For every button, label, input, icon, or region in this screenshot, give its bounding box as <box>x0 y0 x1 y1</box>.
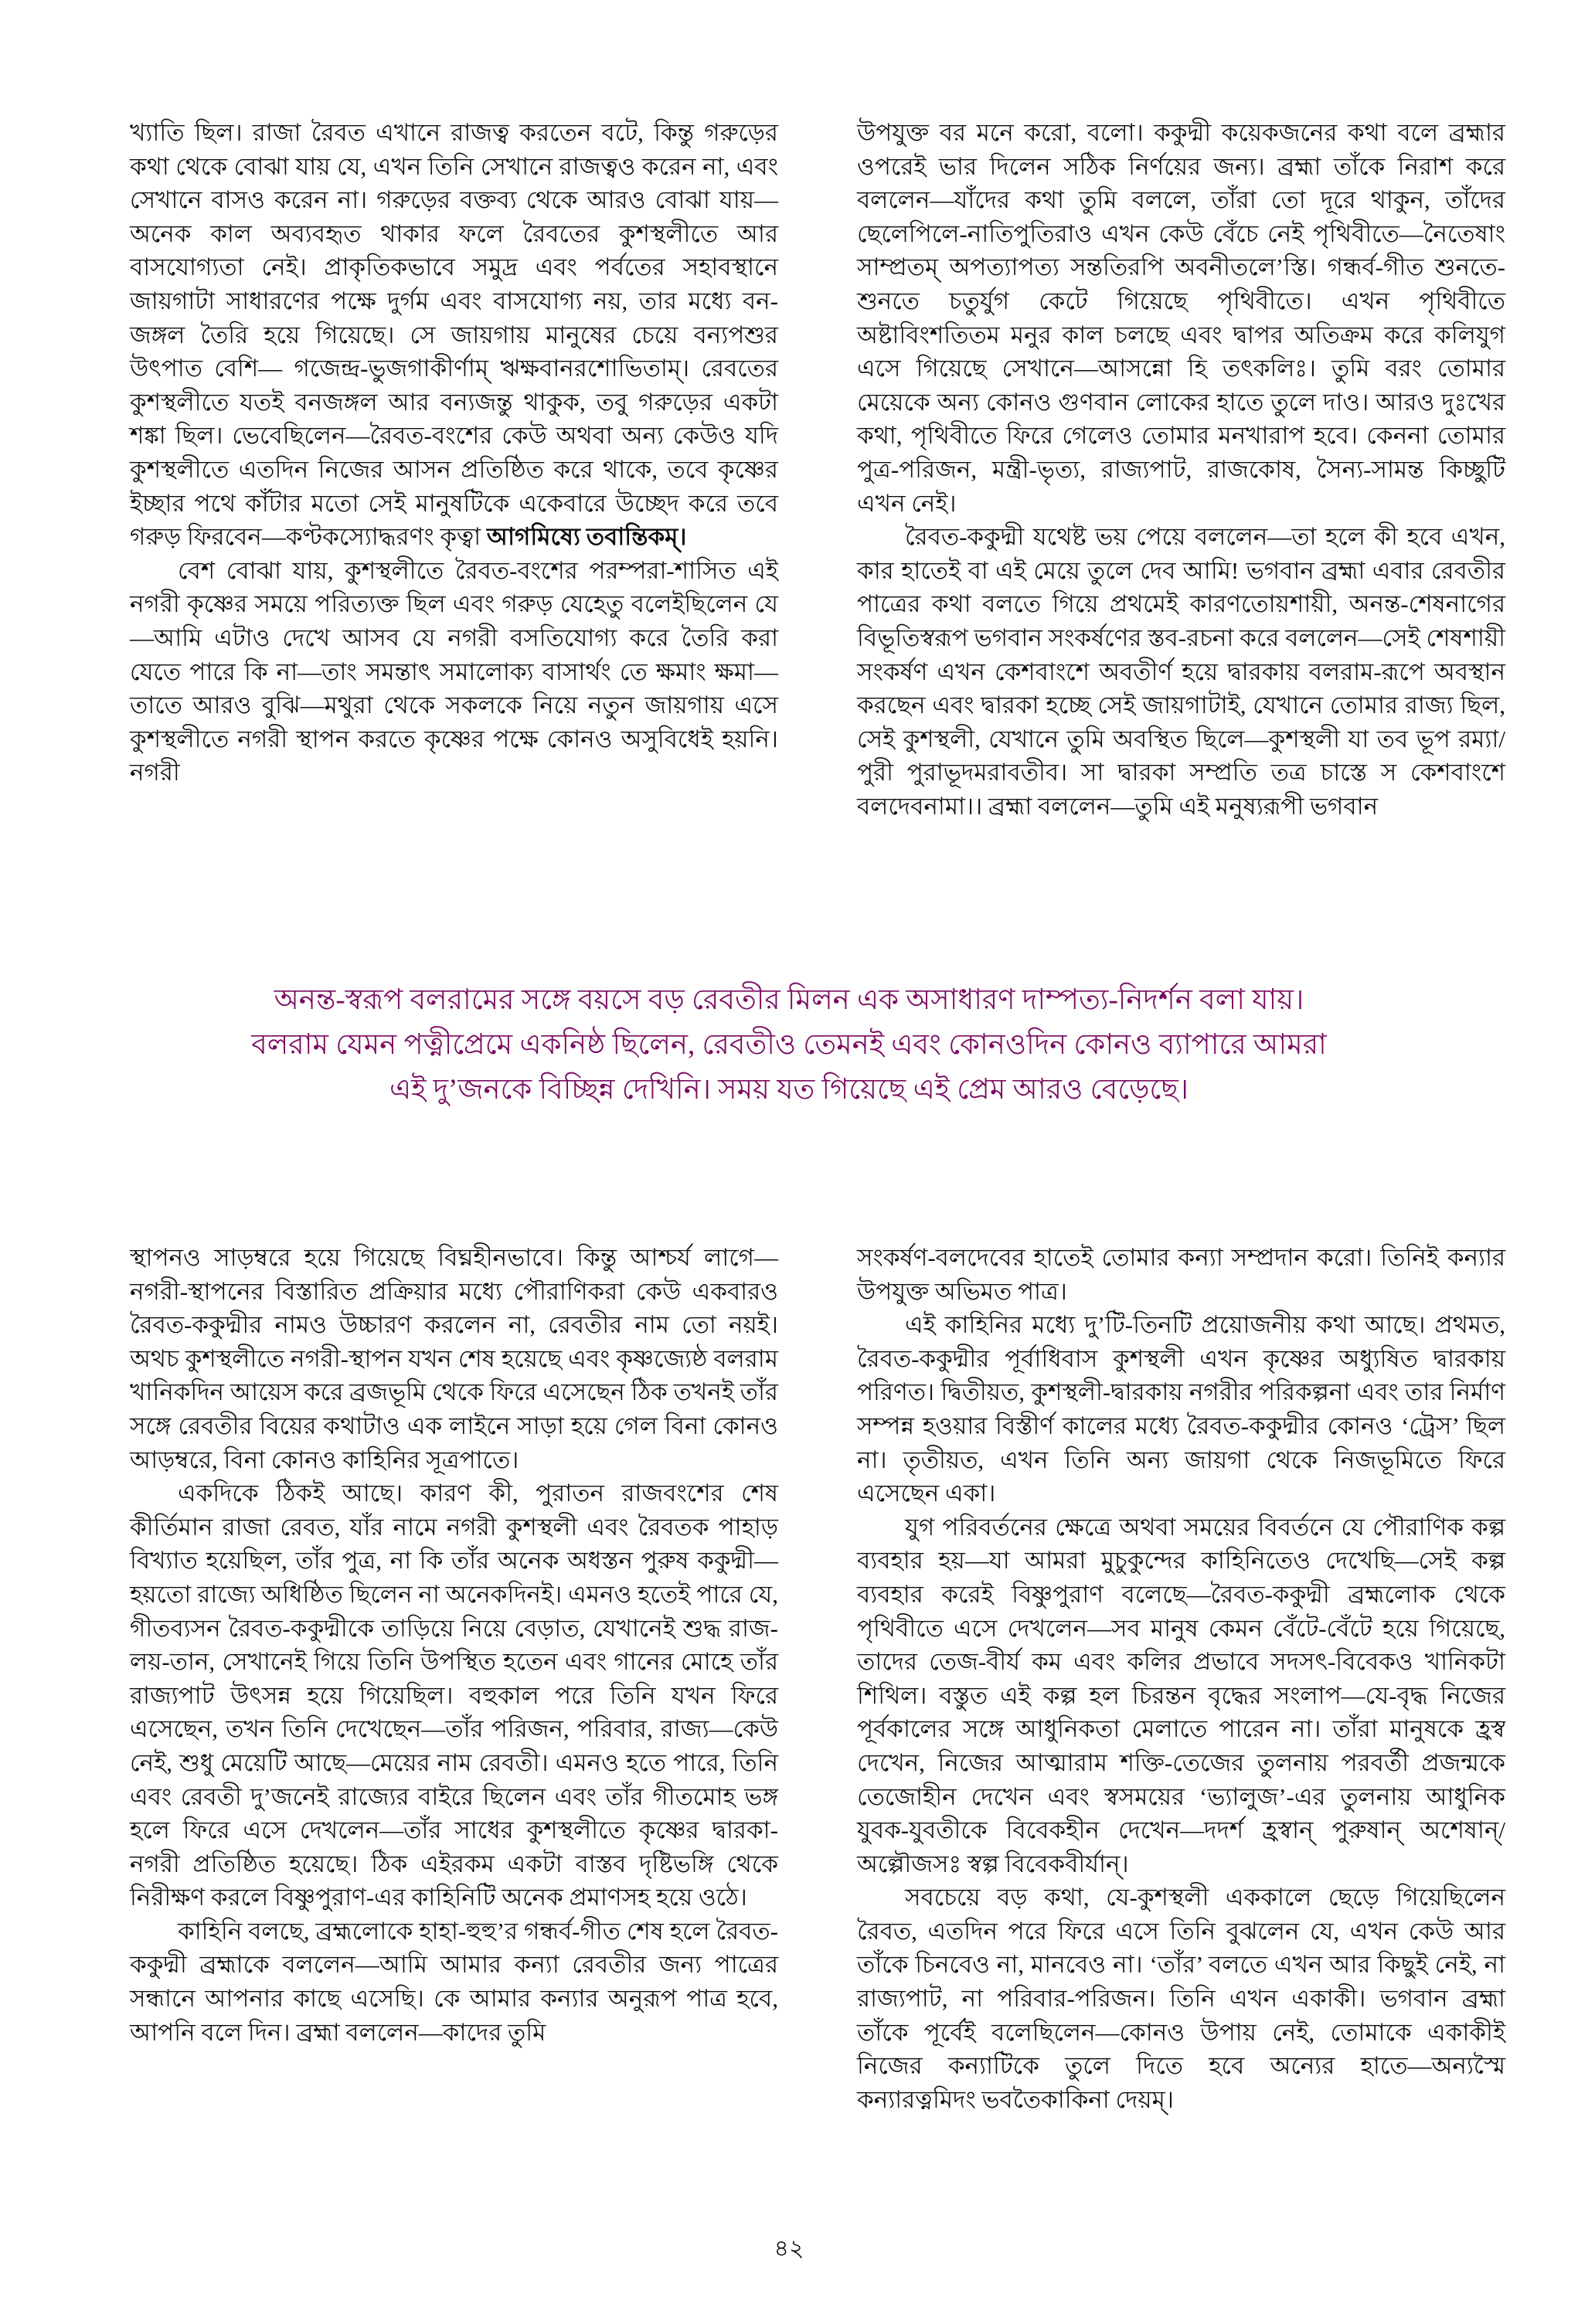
page-number: ৪২ <box>774 2236 804 2261</box>
paragraph: একদিকে ঠিকই আছে। কারণ কী, পুরাতন রাজবংশের শেষ কীর্তিমান রাজা রেবত, যাঁর নামে নগরী কুশস্থলী এবং রৈবতক পাহাড় বিখ্যাত হয়েছিল, তাঁর পুত্র, না কি তাঁর অনেক অধস্তন পুরুষ ককুদ্মী—হয়তো রাজ্যে অধিষ্ঠিত ছিলেন না অনেকদিনই। এমনও হতেই পারে যে, গীতব্যসন রৈবত-ককুদ্মীকে তাড়িয়ে নিয়ে বেড়াত, যেখানেই শুদ্ধ রাজ-লয়-তান, সেখানেই গিয়ে তিনি উপস্থিত হতেন এবং গানের মোহে তাঁর রাজ্যপাট উৎসন্ন হয়ে গিয়েছিল। বহুকাল পরে তিনি যখন ফিরে এসেছেন, তখন তিনি দেখেছেন—তাঁর পরিজন, পরিবার, রাজ্য—কেউ নেই, শুধু মেয়েটি আছে—মেয়ের নাম রেবতী। এমনও হতে পারে, তিনি এবং রেবতী দু’জনেই রাজ্যের বাইরে ছিলেন এবং তাঁর গীতমোহ ভঙ্গ হলে ফিরে এসে দেখলেন—তাঁর সাধের কুশস্থলীতে কৃষ্ণের দ্বারকা-নগরী প্রতিষ্ঠিত হয়েছে। ঠিক এইরকম একটা বাস্তব দৃষ্টিভঙ্গি থেকে নিরীক্ষণ করলে বিষ্ণুপুরাণ-এর কাহিনিটি অনেক প্রমাণসহ হয়ে ওঠে। <box>130 1480 778 1911</box>
pull-quote-line: বলরাম যেমন পত্নীপ্রেমে একনিষ্ঠ ছিলেন, রেবতীও তেমনই এবং কোনওদিন কোনও ব্যাপারে আমরা <box>251 1029 1327 1061</box>
paragraph: রৈবত-ককুদ্মী যথেষ্ট ভয় পেয়ে বললেন—তা হলে কী হবে এখন, কার হাতেই বা এই মেয়ে তুলে দেব আমি! ভগবান ব্রহ্মা এবার রেবতীর পাত্রের কথা বলতে গিয়ে প্রথমেই কারণতোয়শায়ী, অনন্ত-শেষনাগের বিভূতিস্বরূপ ভগবান সংকর্ষণের স্তব-রচনা করে বললেন—সেই শেষশায়ী সংকর্ষণ এখন কেশবাংশে অবতীর্ণ হয়ে দ্বারকায় বলরাম-রূপে অবস্থান করছেন এবং দ্বারকা হচ্ছে সেই জায়গাটাই, যেখানে তোমার রাজ্য ছিল, সেই কুশস্থলী, যেখানে তুমি অবস্থিত ছিলে—কুশস্থলী যা তব ভূপ রম্যা/পুরী পুরাভূদমরাবতীব। সা দ্বারকা সম্প্রতি তত্র চাস্তে স কেশবাংশে বলদেবনামা।। ব্রহ্মা বললেন—তুমি এই মনুষ্যরূপী ভগবান <box>857 523 1505 820</box>
paragraph: বেশ বোঝা যায়, কুশস্থলীতে রৈবত-বংশের পরম্পরা-শাসিত এই নগরী কৃষ্ণের সময়ে পরিত্যক্ত ছিল এবং গরুড় যেহেতু বলেইছিলেন যে—আমি এটাও দেখে আসব যে নগরী বসতিযোগ্য করে তৈরি করা যেতে পারে কি না—তাং সমন্তাৎ সমালোক্য বাসার্থং তে ক্ষমাং ক্ষমা—তাতে আরও বুঝি—মথুরা থেকে সকলকে নিয়ে নতুন জায়গায় এসে কুশস্থলীতে নগরী স্থাপন করতে কৃষ্ণের পক্ষে কোনও অসুবিধেই হয়নি। নগরী <box>130 556 778 787</box>
bottom-right-column <box>857 1241 1505 2116</box>
paragraph: এই কাহিনির মধ্যে দু’টি-তিনটি প্রয়োজনীয় কথা আছে। প্রথমত, রৈবত-ককুদ্মীর পূর্বাধিবাস কুশস্থলী এখন কৃষ্ণের অধ্যুষিত দ্বারকায় পরিণত। দ্বিতীয়ত, কুশস্থলী-দ্বারকায় নগরীর পরিকল্পনা এবং তার নির্মাণ সম্পন্ন হওয়ার বিস্তীর্ণ কালের মধ্যে রৈবত-ককুদ্মীর কোনও ‘ট্রেস’ ছিল না। তৃতীয়ত, এখন তিনি অন্য জায়গা থেকে নিজভূমিতে ফিরে এসেছেন একা। <box>857 1311 1505 1507</box>
bottom-left-column <box>130 1241 778 2116</box>
sanskrit-bold-phrase: আগমিষ্যে তবান্তিকম্। <box>486 523 687 551</box>
top-right-column <box>857 116 1505 823</box>
bottom-text-section <box>130 1241 1505 2116</box>
top-text-section <box>130 116 1505 823</box>
paragraph: উপযুক্ত বর মনে করো, বলো। ককুদ্মী কয়েকজনের কথা বলে ব্রহ্মার ওপরেই ভার দিলেন সঠিক নির্ণয়ের জন্য। ব্রহ্মা তাঁকে নিরাশ করে বললেন—যাঁদের কথা তুমি বললে, তাঁরা তো দূরে থাকুন, তাঁদের ছেলেপিলে-নাতিপুতিরাও এখন কেউ বেঁচে নেই পৃথিবীতে—নৈতেষাং সাম্প্রতম্ অপত্যাপত্য সন্ততিরপি অবনীতলে’স্তি। গন্ধর্ব-গীত শুনতে-শুনতে চতুর্যুগ কেটে গিয়েছে পৃথিবীতে। এখন পৃথিবীতে অষ্টাবিংশতিতম মনুর কাল চলছে এবং দ্বাপর অতিক্রম করে কলিযুগ এসে গিয়েছে সেখানে—আসন্নো হি তৎকলিঃ। তুমি বরং তোমার মেয়েকে অন্য কোনও গুণবান লোকের হাতে তুলে দাও। আরও দুঃখের কথা, পৃথিবীতে ফিরে গেলেও তোমার মনখারাপ হবে। কেননা তোমার পুত্র-পরিজন, মন্ত্রী-ভৃত্য, রাজ্যপাট, রাজকোষ, সৈন্য-সামন্ত কিচ্ছুটি এখন নেই। <box>857 119 1505 517</box>
top-left-column <box>130 116 778 823</box>
pull-quote-line: এই দু’জনকে বিচ্ছিন্ন দেখিনি। সময় যত গিয়েছে এই প্রেম আরও বেড়েছে। <box>389 1074 1189 1106</box>
paragraph: যুগ পরিবর্তনের ক্ষেত্রে অথবা সময়ের বিবর্তনে যে পৌরাণিক কল্প ব্যবহার হয়—যা আমরা মুচুকুন্দের কাহিনিতেও দেখেছি—সেই কল্প ব্যবহার করেই বিষ্ণুপুরাণ বলেছে—রৈবত-ককুদ্মী ব্রহ্মলোক থেকে পৃথিবীতে এসে দেখলেন—সব মানুষ কেমন বেঁটে-বেঁটে হয়ে গিয়েছে, তাদের তেজ-বীর্য কম এবং কলির প্রভাবে সদসৎ-বিবেকও খানিকটা শিথিল। বস্তুত এই কল্প হল চিরন্তন বৃদ্ধের সংলাপ—যে-বৃদ্ধ নিজের পূর্বকালের সঙ্গে আধুনিকতা মেলাতে পারেন না। তাঁরা মানুষকে হ্রস্ব দেখেন, নিজের আত্মারাম শক্তি-তেজের তুলনায় পরবর্তী প্রজন্মকে তেজোহীন দেখেন এবং স্বসময়ের ‘ভ্যালুজ’-এর তুলনায় আধুনিক যুবক-যুবতীকে বিবেকহীন দেখেন—দদর্শ হ্রস্বান্ পুরুষান্ অশেষান্/অল্পৌজসঃ স্বল্প বিবেকবীর্যান্। <box>857 1513 1505 1877</box>
paragraph: কাহিনি বলছে, ব্রহ্মলোকে হাহা-হুহু’র গন্ধর্ব-গীত শেষ হলে রৈবত-ককুদ্মী ব্রহ্মাকে বললেন—আমি আমার কন্যা রেবতীর জন্য পাত্রের সন্ধানে আপনার কাছে এসেছি। কে আমার কন্যার অনুরূপ পাত্র হবে, আপনি বলে দিন। ব্রহ্মা বললেন—কাদের তুমি <box>130 1917 778 2046</box>
pull-quote-line: অনন্ত-স্বরূপ বলরামের সঙ্গে বয়সে বড় রেবতীর মিলন এক অসাধারণ দাম্পত্য-নিদর্শন বলা যায়। <box>274 984 1304 1016</box>
paragraph: স্থাপনও সাড়ম্বরে হয়ে গিয়েছে বিঘ্নহীনভাবে। কিন্তু আশ্চর্য লাগে—নগরী-স্থাপনের বিস্তারিত প্রক্রিয়ার মধ্যে পৌরাণিকরা কেউ একবারও রৈবত-ককুদ্মীর নামও উচ্চারণ করলেন না, রেবতীর নাম তো নয়ই। অথচ কুশস্থলীতে নগরী-স্থাপন যখন শেষ হয়েছে এবং কৃষ্ণজ্যেষ্ঠ বলরাম খানিকদিন আয়েস করে ব্রজভূমি থেকে ফিরে এসেছেন ঠিক তখনই তাঁর সঙ্গে রেবতীর বিয়ের কথাটাও এক লাইনে সাড়া হয়ে গেল বিনা কোনও আড়ম্বরে, বিনা কোনও কাহিনির সূত্রপাতে। <box>130 1244 778 1473</box>
paragraph-text: খ্যাতি ছিল। রাজা রৈবত এখানে রাজত্ব করতেন বটে, কিন্তু গরুড়ের কথা থেকে বোঝা যায় যে, এখন তিনি সেখানে রাজত্বও করেন না, এবং সেখানে বাসও করেন না। গরুড়ের বক্তব্য থেকে আরও বোঝা যায়—অনেক কাল অব্যবহৃত থাকার ফলে রৈবতের কুশস্থলীতে আর বাসযোগ্যতা নেই। প্রাকৃতিকভাবে সমুদ্র এবং পর্বতের সহাবস্থানে জায়গাটা সাধারণের পক্ষে দুর্গম এবং বাসযোগ্য নয়, তার মধ্যে বন-জঙ্গল তৈরি হয়ে গিয়েছে। সে জায়গায় মানুষের চেয়ে বন্যপশুর উৎপাত বেশি— গজেন্দ্র-ভুজগাকীর্ণাম্ ঋক্ষবানরশোভিতাম্। রেবতের কুশস্থলীতে যতই বনজঙ্গল আর বন্যজন্তু থাকুক, তবু গরুড়ের একটা শঙ্কা ছিল। ভেবেছিলেন—রৈবত-বংশের কেউ অথবা অন্য কেউও যদি কুশস্থলীতে এতদিন নিজের আসন প্রতিষ্ঠিত করে থাকে, তবে কৃষ্ণের ইচ্ছার পথে কাঁটার মতো সেই মানুষটিকে একেবারে উচ্ছেদ করে তবে গরুড় ফিরবেন—কণ্টকস্যোদ্ধরণং কৃত্বা <box>130 119 778 551</box>
paragraph: সংকর্ষণ-বলদেবের হাতেই তোমার কন্যা সম্প্রদান করো। তিনিই কন্যার উপযুক্ত অভিমত পাত্র। <box>857 1244 1505 1305</box>
paragraph <box>130 116 778 554</box>
pull-quote <box>91 978 1487 1113</box>
paragraph: সবচেয়ে বড় কথা, যে-কুশস্থলী এককালে ছেড়ে গিয়েছিলেন রৈবত, এতদিন পরে ফিরে এসে তিনি বুঝলেন যে, এখন কেউ আর তাঁকে চিনবেও না, মানবেও না। ‘তাঁর’ বলতে এখন আর কিছুই নেই, না রাজ্যপাট, না পরিবার-পরিজন। তিনি এখন একাকী। ভগবান ব্রহ্মা তাঁকে পূর্বেই বলেছিলেন—কোনও উপায় নেই, তোমাকে একাকীই নিজের কন্যাটিকে তুলে দিতে হবে অন্যের হাতে—অন্যস্মৈ কন্যারত্নমিদং ভবতৈকাকিনা দেয়ম্। <box>857 1884 1505 2113</box>
